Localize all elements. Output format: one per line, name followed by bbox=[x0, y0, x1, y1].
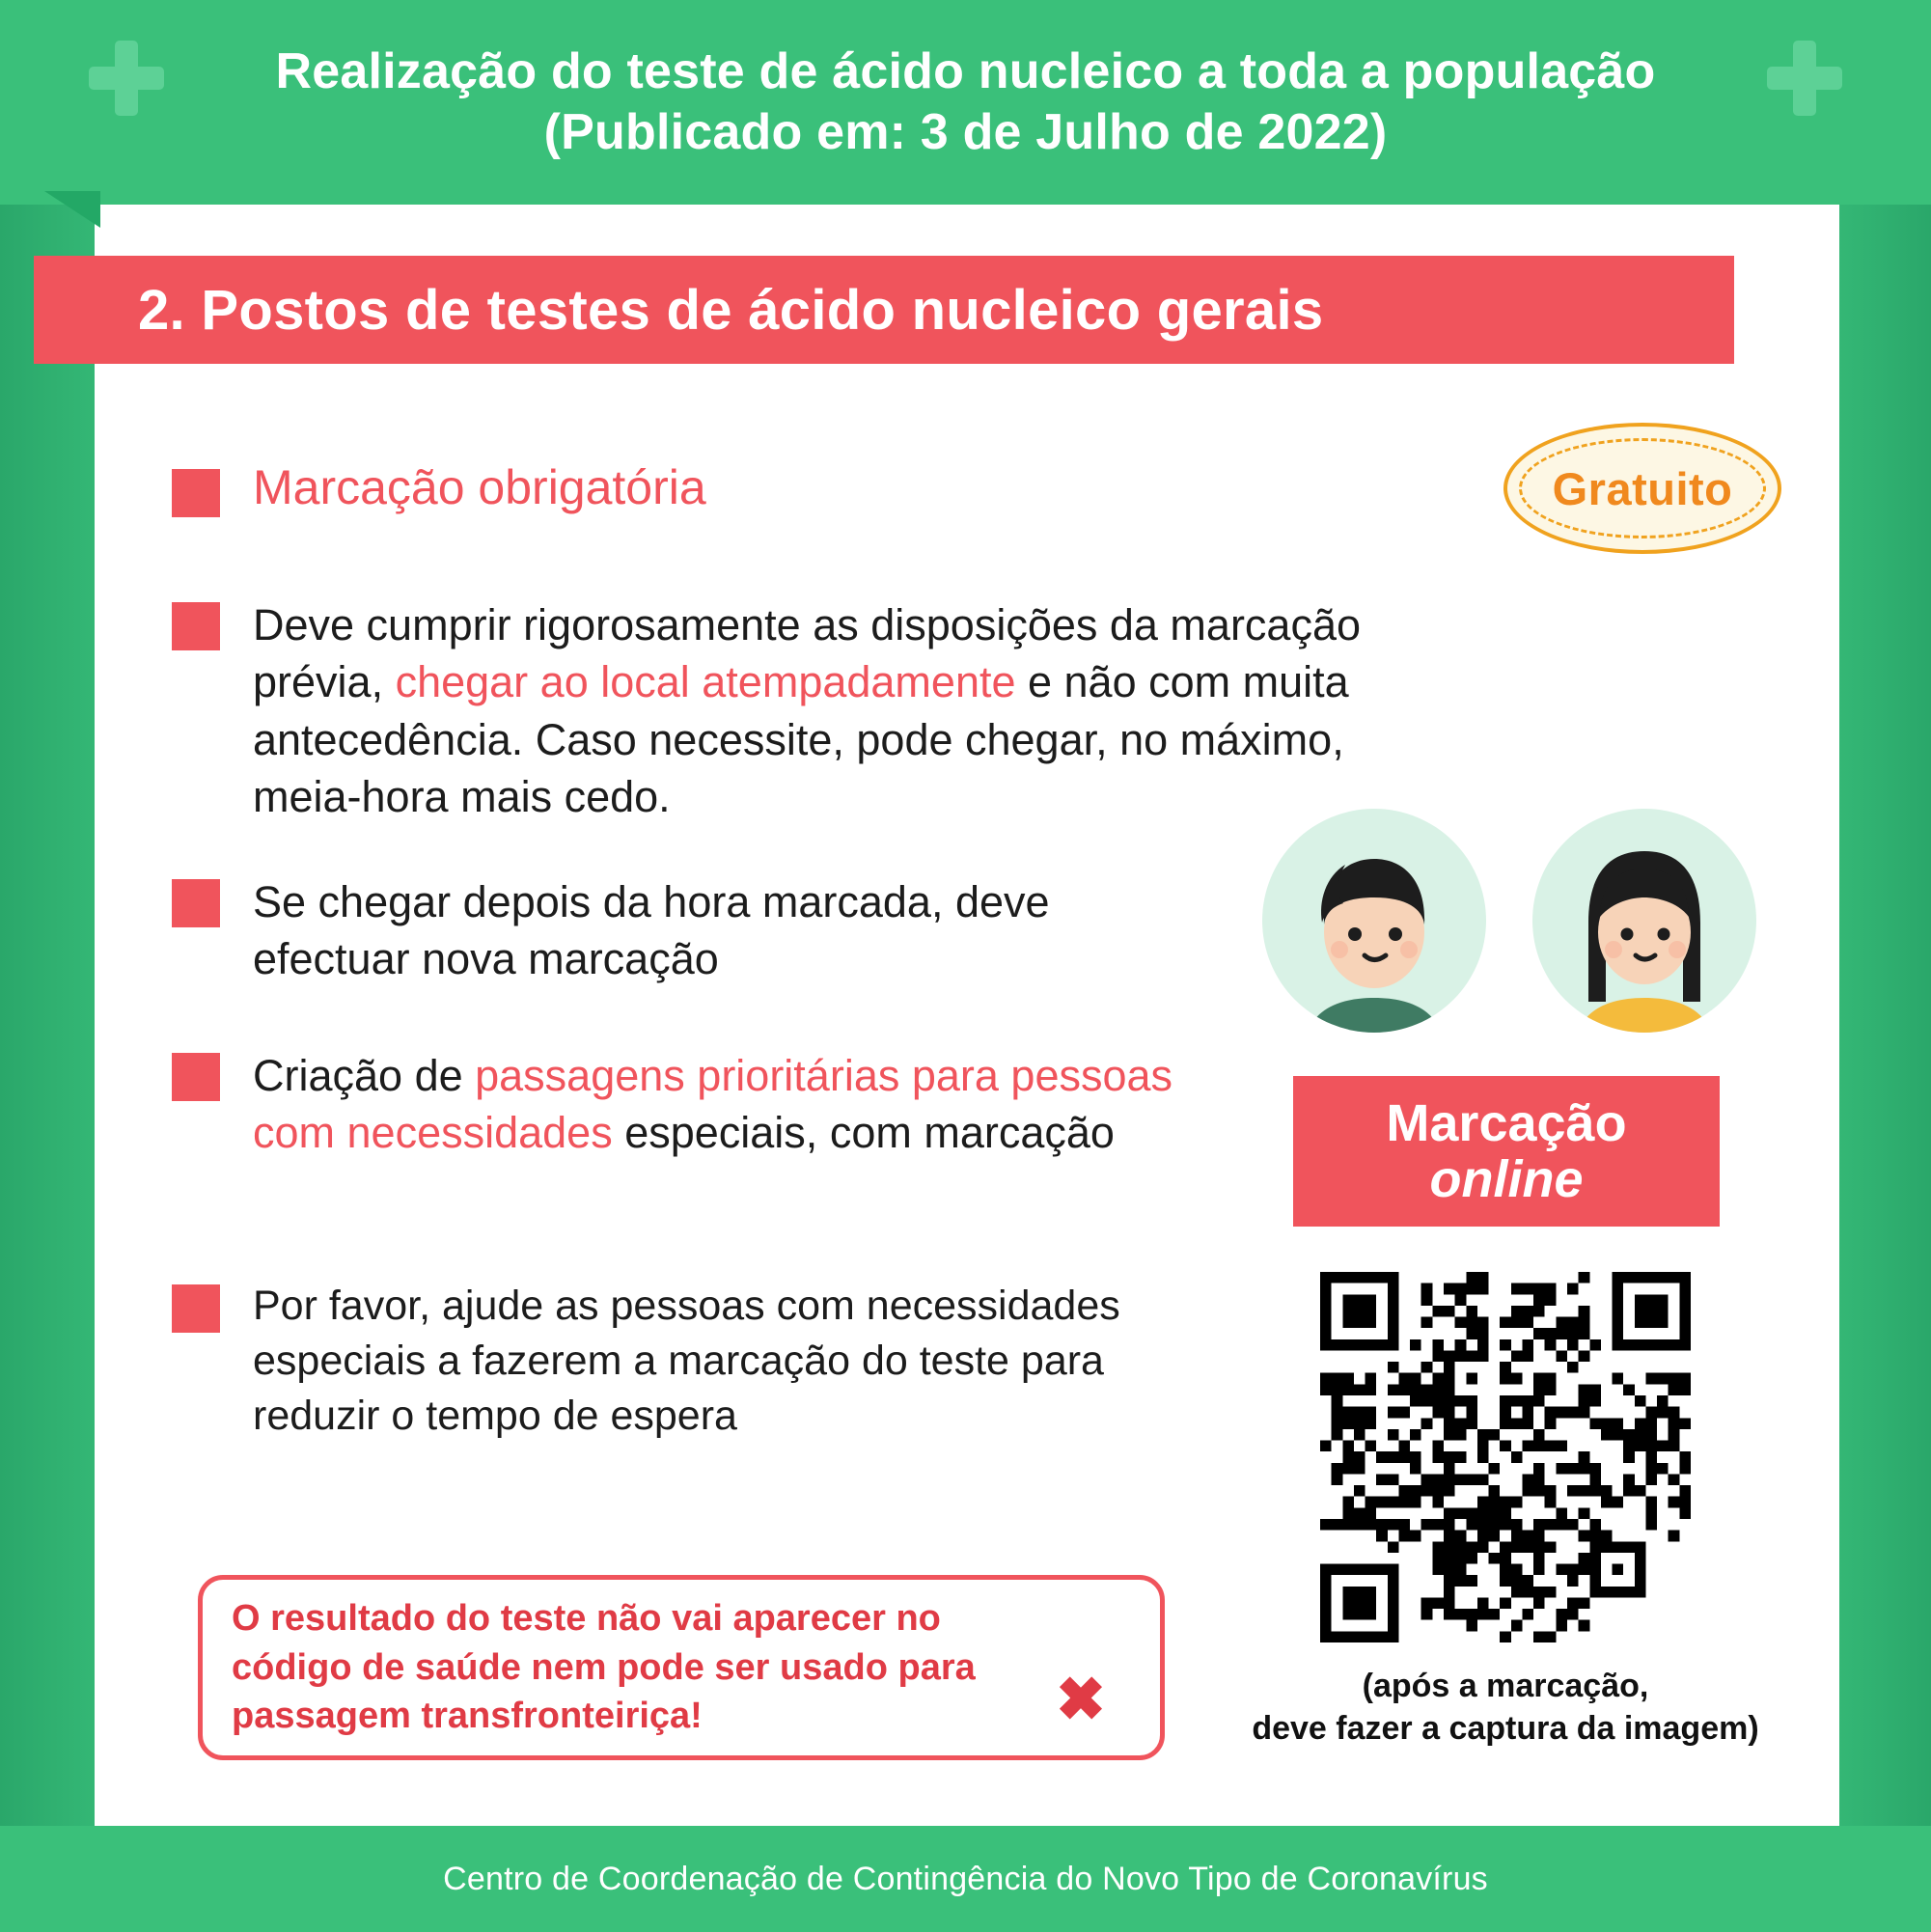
bullet-square-icon bbox=[172, 602, 220, 650]
medical-cross-icon-right bbox=[1767, 41, 1842, 116]
free-badge bbox=[1503, 423, 1781, 554]
qr-caption bbox=[1187, 1666, 1824, 1750]
bullet-text bbox=[253, 596, 1378, 826]
online-booking-label bbox=[1293, 1076, 1720, 1227]
page-title-line2: (Publicado em: 3 de Julho de 2022) bbox=[543, 104, 1388, 160]
bullet-square-icon bbox=[172, 1053, 220, 1101]
medical-cross-icon-left bbox=[89, 41, 164, 116]
online-booking-line1: Marcação bbox=[1386, 1093, 1627, 1152]
bullet-text: Se chegar depois da hora marcada, deve efectuar nova marcação bbox=[253, 877, 1050, 984]
header-banner bbox=[0, 0, 1931, 205]
avatars-group bbox=[1255, 809, 1781, 1040]
bullet-text: Por favor, ajude as pessoas com necessidades especiais a fazerem a marcação do teste para reduzir o tempo de espera bbox=[253, 1283, 1120, 1439]
bullet-square-icon bbox=[172, 879, 220, 927]
free-badge-label: Gratuito bbox=[1552, 462, 1733, 514]
page-title-line1: Realização do teste de ácido nucleico a toda a população bbox=[275, 42, 1656, 99]
bullet-square-icon bbox=[172, 1284, 220, 1333]
section-title: 2. Postos de testes de ácido nucleico gerais bbox=[138, 278, 1324, 342]
bullet-text-part2: e não com muita antecedência. Caso necessite, pode chegar, no máximo, meia-hora mais cedo. bbox=[253, 657, 1349, 822]
bullet-passagens-prioritarias bbox=[172, 1047, 1195, 1162]
bullet-text-highlight: chegar ao local atempadamente bbox=[395, 657, 1016, 707]
online-booking-line2: online bbox=[1429, 1150, 1584, 1208]
qr-code-booking[interactable] bbox=[1320, 1272, 1691, 1642]
qr-caption-line2: deve fazer a captura da imagem) bbox=[1252, 1709, 1759, 1747]
girl-avatar-icon bbox=[1532, 809, 1756, 1033]
left-edge-shadow bbox=[0, 205, 95, 1826]
footer-text: Centro de Coordenação de Contingência do Novo Tipo de Coronavírus bbox=[443, 1860, 1488, 1897]
section-banner bbox=[34, 256, 1734, 364]
bullet-text-part2: especiais, com marcação bbox=[612, 1108, 1115, 1158]
bullet-ajudar-pessoas bbox=[172, 1279, 1175, 1443]
page-title bbox=[242, 41, 1690, 164]
bullet-marcacao-obrigatoria bbox=[172, 461, 1233, 517]
bullet-chegar-atempadamente bbox=[172, 596, 1378, 826]
boy-avatar-icon bbox=[1262, 809, 1486, 1033]
qr-caption-line1: (após a marcação, bbox=[1362, 1668, 1649, 1704]
bullet-text-part1: Criação de bbox=[253, 1051, 476, 1100]
red-x-icon: ✖ bbox=[1056, 1667, 1106, 1733]
footer-banner bbox=[0, 1826, 1931, 1932]
bullet-text: Marcação obrigatória bbox=[253, 460, 706, 514]
bullet-text-highlight: passagens prioritárias para pessoas com necessidades bbox=[253, 1051, 1173, 1158]
bullet-text-part1: Deve cumprir rigorosamente as disposições da marcação prévia, bbox=[253, 600, 1362, 707]
bullet-square-icon bbox=[172, 469, 220, 517]
warning-box bbox=[198, 1575, 1165, 1760]
bullet-text bbox=[253, 1047, 1195, 1162]
warning-text: O resultado do teste não vai aparecer no código de saúde nem pode ser usado para passagem transfronteiriça! bbox=[232, 1598, 976, 1737]
right-edge-shadow bbox=[1839, 205, 1931, 1826]
bullet-nova-marcacao bbox=[172, 873, 1185, 988]
